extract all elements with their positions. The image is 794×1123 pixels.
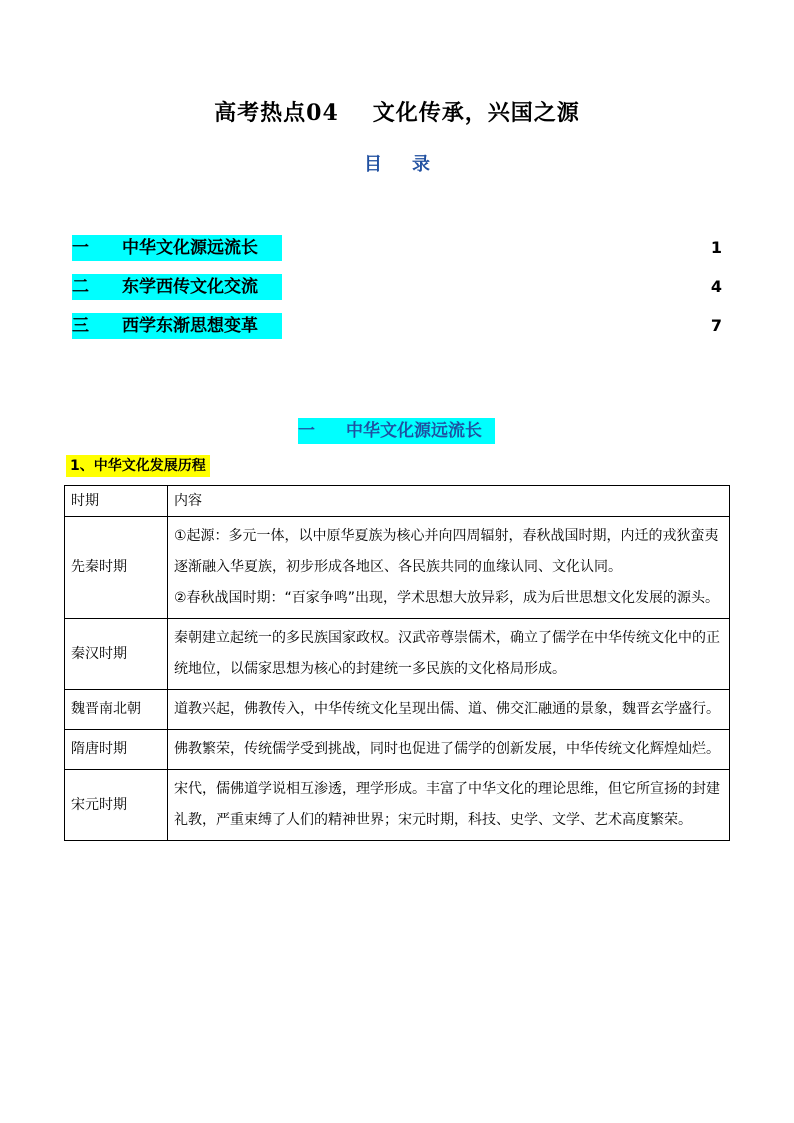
table-row bbox=[65, 690, 730, 730]
period-cell: 先秦时期 bbox=[65, 517, 168, 619]
table-row bbox=[65, 619, 730, 690]
content-cell bbox=[168, 730, 730, 770]
toc-item-num: 三 bbox=[72, 316, 89, 336]
period-cell: 魏晋南北朝 bbox=[65, 690, 168, 730]
history-table bbox=[64, 485, 730, 841]
section-label: 中华文化源远流长 bbox=[346, 421, 482, 441]
toc-item-label[interactable] bbox=[72, 235, 282, 261]
content-cell bbox=[168, 690, 730, 730]
subsection-heading: 1、中华文化发展历程 bbox=[66, 455, 210, 477]
content-line: ①起源：多元一体，以中原华夏族为核心并向四周辐射，春秋战国时期，内迁的戎狄蛮夷逐渐融入华夏族，初步形成各地区、各民族共同的血缘认同、文化认同。 bbox=[174, 528, 719, 575]
table-row bbox=[65, 770, 730, 841]
content-cell bbox=[168, 619, 730, 690]
toc-item-label[interactable] bbox=[72, 274, 282, 300]
period-cell: 秦汉时期 bbox=[65, 619, 168, 690]
toc-heading-char1: 目 bbox=[364, 154, 382, 175]
header-period: 时期 bbox=[65, 486, 168, 517]
table-header-row bbox=[65, 486, 730, 517]
header-content: 内容 bbox=[168, 486, 730, 517]
toc-item[interactable] bbox=[72, 274, 722, 300]
period-cell: 隋唐时期 bbox=[65, 730, 168, 770]
toc-page-number: 4 bbox=[710, 277, 722, 296]
toc-heading bbox=[0, 150, 794, 176]
content-line: 佛教繁荣，传统儒学受到挑战，同时也促进了儒学的创新发展，中华传统文化辉煌灿烂。 bbox=[174, 741, 720, 757]
content-cell bbox=[168, 517, 730, 619]
period-cell: 宋元时期 bbox=[65, 770, 168, 841]
toc-item-num: 一 bbox=[72, 238, 89, 258]
section-num: 一 bbox=[298, 421, 315, 441]
toc-item-text: 东学西传文化交流 bbox=[122, 277, 258, 297]
toc-item-num: 二 bbox=[72, 277, 89, 297]
document-title bbox=[0, 96, 794, 127]
content-line: ②春秋战国时期：“百家争鸣”出现，学术思想大放异彩，成为后世思想文化发展的源头。 bbox=[174, 590, 720, 606]
toc-item[interactable] bbox=[72, 313, 722, 339]
content-line: 秦朝建立起统一的多民族国家政权。汉武帝尊崇儒术，确立了儒学在中华传统文化中的正统地位，以儒家思想为核心的封建统一多民族的文化格局形成。 bbox=[174, 630, 720, 677]
toc-page-number: 1 bbox=[710, 238, 722, 257]
toc-item-text: 西学东渐思想变革 bbox=[122, 316, 258, 336]
content-line: 道教兴起，佛教传入，中华传统文化呈现出儒、道、佛交汇融通的景象，魏晋玄学盛行。 bbox=[174, 701, 720, 717]
table-row bbox=[65, 730, 730, 770]
content-line: 宋代，儒佛道学说相互渗透，理学形成。丰富了中华文化的理论思维，但它所宣扬的封建礼教，严重束缚了人们的精神世界；宋元时期，科技、史学、文学、艺术高度繁荣。 bbox=[174, 781, 720, 828]
section-heading bbox=[298, 418, 495, 444]
title-right: 文化传承，兴国之源 bbox=[372, 100, 580, 126]
toc-item[interactable] bbox=[72, 235, 722, 261]
title-left: 高考热点04 bbox=[214, 100, 339, 126]
toc-heading-char2: 录 bbox=[412, 154, 430, 175]
toc-item-label[interactable] bbox=[72, 313, 282, 339]
toc-item-text: 中华文化源远流长 bbox=[122, 238, 258, 258]
table-row bbox=[65, 517, 730, 619]
toc-page-number: 7 bbox=[710, 316, 722, 335]
content-cell bbox=[168, 770, 730, 841]
